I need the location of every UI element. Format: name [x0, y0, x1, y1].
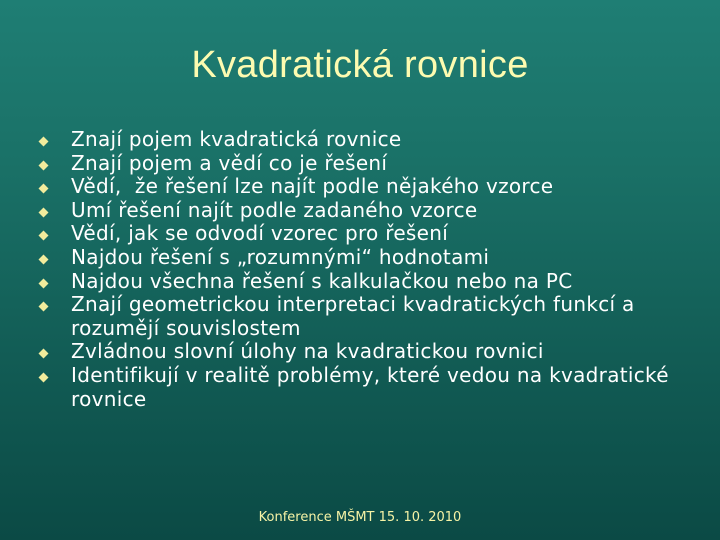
bullet-item — [38, 270, 688, 294]
bullet-text: Znají pojem kvadratická rovnice — [71, 127, 402, 151]
bullet-item — [38, 128, 688, 152]
diamond-bullet-icon — [38, 136, 49, 147]
bullet-item — [38, 199, 688, 223]
bullet-list — [38, 128, 688, 411]
diamond-bullet-icon — [38, 254, 49, 265]
bullet-item — [38, 364, 688, 411]
bullet-text: Zvládnou slovní úlohy na kvadratickou rovnici — [71, 339, 544, 364]
bullet-item — [38, 340, 688, 364]
bullet-item — [38, 246, 688, 270]
bullet-text: Identifikují v realitě problémy, které vedou na kvadratické rovnice — [71, 362, 669, 411]
bullet-item — [38, 222, 688, 246]
diamond-bullet-icon — [38, 348, 49, 359]
bullet-item — [38, 152, 688, 176]
bullet-text: Najdou všechna řešení s kalkulačkou nebo na PC — [71, 268, 573, 293]
diamond-bullet-icon — [38, 183, 49, 194]
bullet-text: Umí řešení najít podle zadaného vzorce — [71, 197, 478, 222]
diamond-bullet-icon — [38, 230, 49, 241]
footer-text: Konference MŠMT 15. 10. 2010 — [258, 510, 462, 525]
bullet-text: Najdou řešení s „rozumnými“ hodnotami — [71, 244, 490, 269]
bullet-text: Vědí, jak se odvodí vzorec pro řešení — [71, 221, 449, 246]
bullet-text: Vědí, že řešení lze najít podle nějakého vzorce — [71, 174, 554, 199]
diamond-bullet-icon — [38, 301, 49, 312]
bullet-item — [38, 175, 688, 199]
diamond-bullet-icon — [38, 278, 49, 289]
bullet-item — [38, 293, 688, 340]
bullet-text: Znají geometrickou interpretaci kvadratických funkcí a rozumějí souvislostem — [71, 292, 635, 340]
slide-title: Kvadratická rovnice — [191, 44, 529, 86]
diamond-bullet-icon — [38, 207, 49, 218]
diamond-bullet-icon — [38, 372, 49, 383]
diamond-bullet-icon — [38, 160, 49, 171]
bullet-text: Znají pojem a vědí co je řešení — [71, 150, 388, 175]
